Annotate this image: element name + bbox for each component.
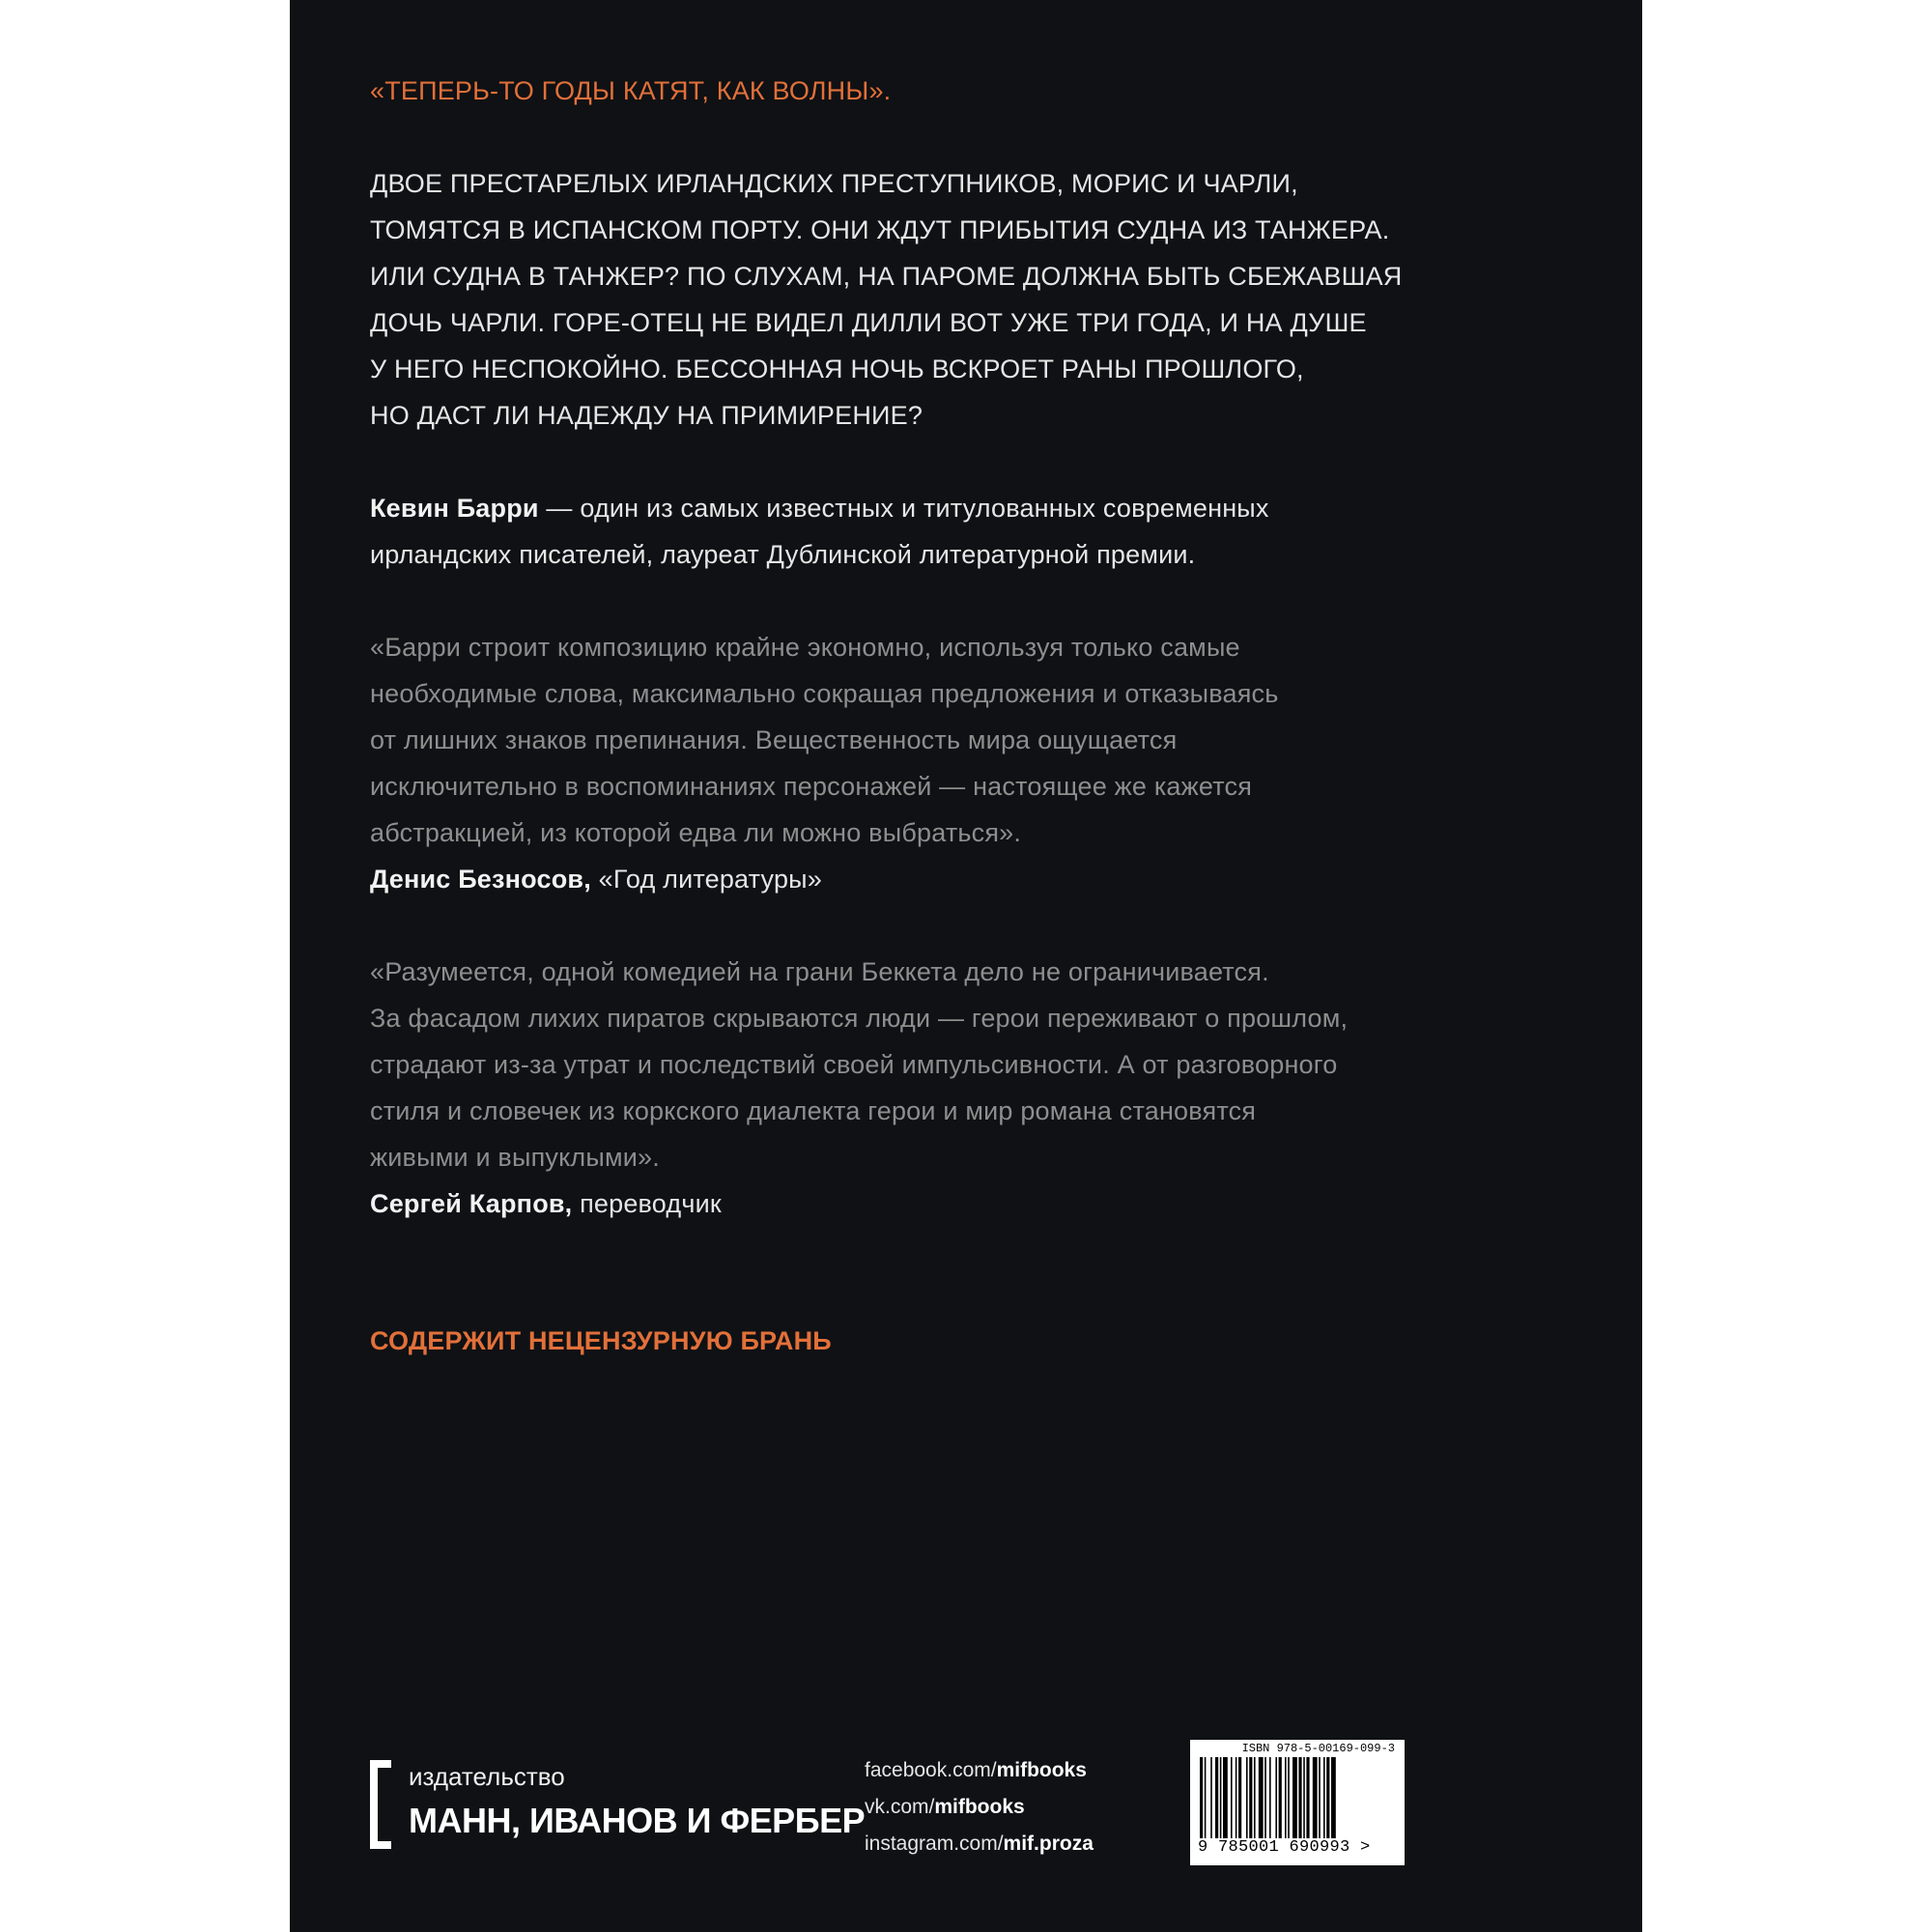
barcode-bar (1236, 1757, 1237, 1838)
review-quote-line: За фасадом лихих пиратов скрываются люди — герои переживают о прошлом, (370, 1004, 1349, 1033)
barcode-bar (1205, 1757, 1207, 1838)
reviewer-name: Денис Безносов, (370, 865, 591, 894)
review-quote-line: абстракцией, из которой едва ли можно выбраться». (370, 818, 1022, 847)
barcode-bar (1331, 1757, 1336, 1838)
barcode-bar (1288, 1757, 1290, 1838)
social-links (865, 1752, 1094, 1862)
author-bio-line (370, 485, 1510, 531)
synopsis-line: ДОЧЬ ЧАРЛИ. ГОРЕ-ОТЕЦ НЕ ВИДЕЛ ДИЛЛИ ВОТ УЖЕ ТРИ ГОДА, И НА ДУШЕ (370, 308, 1367, 337)
barcode-bar (1223, 1757, 1228, 1838)
review-quote-line: стиля и словечек из коркского диалекта герои и мир романа становятся (370, 1096, 1257, 1125)
social-link-instagram[interactable] (865, 1826, 1094, 1862)
social-link-vk[interactable] (865, 1789, 1094, 1826)
reviewer-credit (370, 1180, 1510, 1227)
synopsis-line: ИЛИ СУДНА В ТАНЖЕР? ПО СЛУХАМ, НА ПАРОМЕ ДОЛЖНА БЫТЬ СБЕЖАВШАЯ (370, 262, 1403, 291)
review-2 (370, 949, 1510, 1227)
barcode-bar (1319, 1757, 1321, 1838)
synopsis-line: У НЕГО НЕСПОКОЙНО. БЕССОННАЯ НОЧЬ ВСКРОЕТ РАНЫ ПРОШЛОГО, (370, 355, 1304, 384)
publisher-label: издательство (409, 1762, 565, 1791)
barcode-bar (1231, 1757, 1233, 1838)
review-quote-line: живыми и выпуклыми». (370, 1143, 660, 1172)
author-bio-line: ирландских писателей, лауреат Дублинской литературной премии. (370, 540, 1196, 569)
reviewer-name: Сергей Карпов, (370, 1189, 573, 1218)
barcode-bar (1313, 1757, 1318, 1838)
review-quote-line: «Барри строит композицию крайне экономно, используя только самые (370, 633, 1240, 662)
barcode-bar (1238, 1757, 1241, 1838)
social-handle: mif.proza (1003, 1833, 1094, 1855)
review-1 (370, 624, 1510, 902)
social-prefix: vk.com/ (865, 1796, 935, 1818)
review-quote-line: от лишних знаков препинания. Вещественность мира ощущается (370, 725, 1178, 754)
barcode (1190, 1740, 1405, 1865)
synopsis-line: ДВОЕ ПРЕСТАРЕЛЫХ ИРЛАНДСКИХ ПРЕСТУПНИКОВ, МОРИС И ЧАРЛИ, (370, 169, 1298, 198)
barcode-bar (1220, 1757, 1222, 1838)
social-link-facebook[interactable] (865, 1752, 1094, 1789)
review-quote-line: страдают из-за утрат и последствий своей импульсивности. А от разговорного (370, 1050, 1338, 1079)
barcode-bar (1285, 1757, 1287, 1838)
barcode-bar (1264, 1757, 1266, 1838)
reviewer-source: «Год литературы» (590, 865, 822, 894)
barcode-bar (1326, 1757, 1329, 1838)
review-quote-line: «Разумеется, одной комедией на грани Беккета дело не ограничивается. (370, 957, 1269, 986)
content-warning: СОДЕРЖИТ НЕЦЕНЗУРНУЮ БРАНЬ (370, 1326, 832, 1355)
barcode-bar (1249, 1757, 1252, 1838)
barcode-bar (1259, 1757, 1264, 1838)
barcode-bar (1323, 1757, 1325, 1838)
barcode-bar (1275, 1757, 1277, 1838)
barcode-bar (1269, 1757, 1271, 1838)
barcode-bar (1303, 1757, 1305, 1838)
isbn-number: ISBN 978-5-00169-099-3 (1241, 1742, 1395, 1755)
publisher-logo (370, 1756, 866, 1853)
tagline: «ТЕПЕРЬ-ТО ГОДЫ КАТЯТ, КАК ВОЛНЫ». (370, 76, 892, 105)
reviewer-source: переводчик (572, 1189, 722, 1218)
publisher-name: МАНН, ИВАНОВ И ФЕРБЕР (409, 1801, 866, 1840)
book-back-cover (290, 0, 1642, 1932)
synopsis (370, 160, 1510, 439)
barcode-bar (1293, 1757, 1297, 1838)
social-prefix: facebook.com/ (865, 1759, 997, 1781)
reviewer-credit (370, 856, 1510, 902)
barcode-digits: 9 785001 690993 > (1198, 1838, 1371, 1857)
bracket-icon (370, 1760, 391, 1849)
barcode-bar (1210, 1757, 1212, 1838)
synopsis-line: ТОМЯТСЯ В ИСПАНСКОМ ПОРТУ. ОНИ ЖДУТ ПРИБЫТИЯ СУДНА ИЗ ТАНЖЕРА. (370, 215, 1390, 244)
barcode-bar (1246, 1757, 1248, 1838)
author-bio (370, 485, 1510, 578)
barcode-bar (1298, 1757, 1301, 1838)
barcode-bar (1215, 1757, 1218, 1838)
barcode-bar (1254, 1757, 1256, 1838)
barcode-bars-icon (1196, 1757, 1397, 1838)
barcode-bar (1279, 1757, 1282, 1838)
barcode-bar (1306, 1757, 1309, 1838)
author-bio-text: — один из самых известных и титулованных современных (538, 494, 1269, 523)
social-prefix: instagram.com/ (865, 1833, 1004, 1855)
review-quote-line: необходимые слова, максимально сокращая предложения и отказываясь (370, 679, 1279, 708)
review-quote-line: исключительно в воспоминаниях персонажей — настоящее же кажется (370, 772, 1253, 801)
author-name: Кевин Барри (370, 494, 539, 523)
barcode-bar (1200, 1757, 1203, 1838)
social-handle: mifbooks (934, 1796, 1025, 1818)
social-handle: mifbooks (996, 1759, 1087, 1781)
synopsis-line: НО ДАСТ ЛИ НАДЕЖДУ НА ПРИМИРЕНИЕ? (370, 401, 923, 430)
